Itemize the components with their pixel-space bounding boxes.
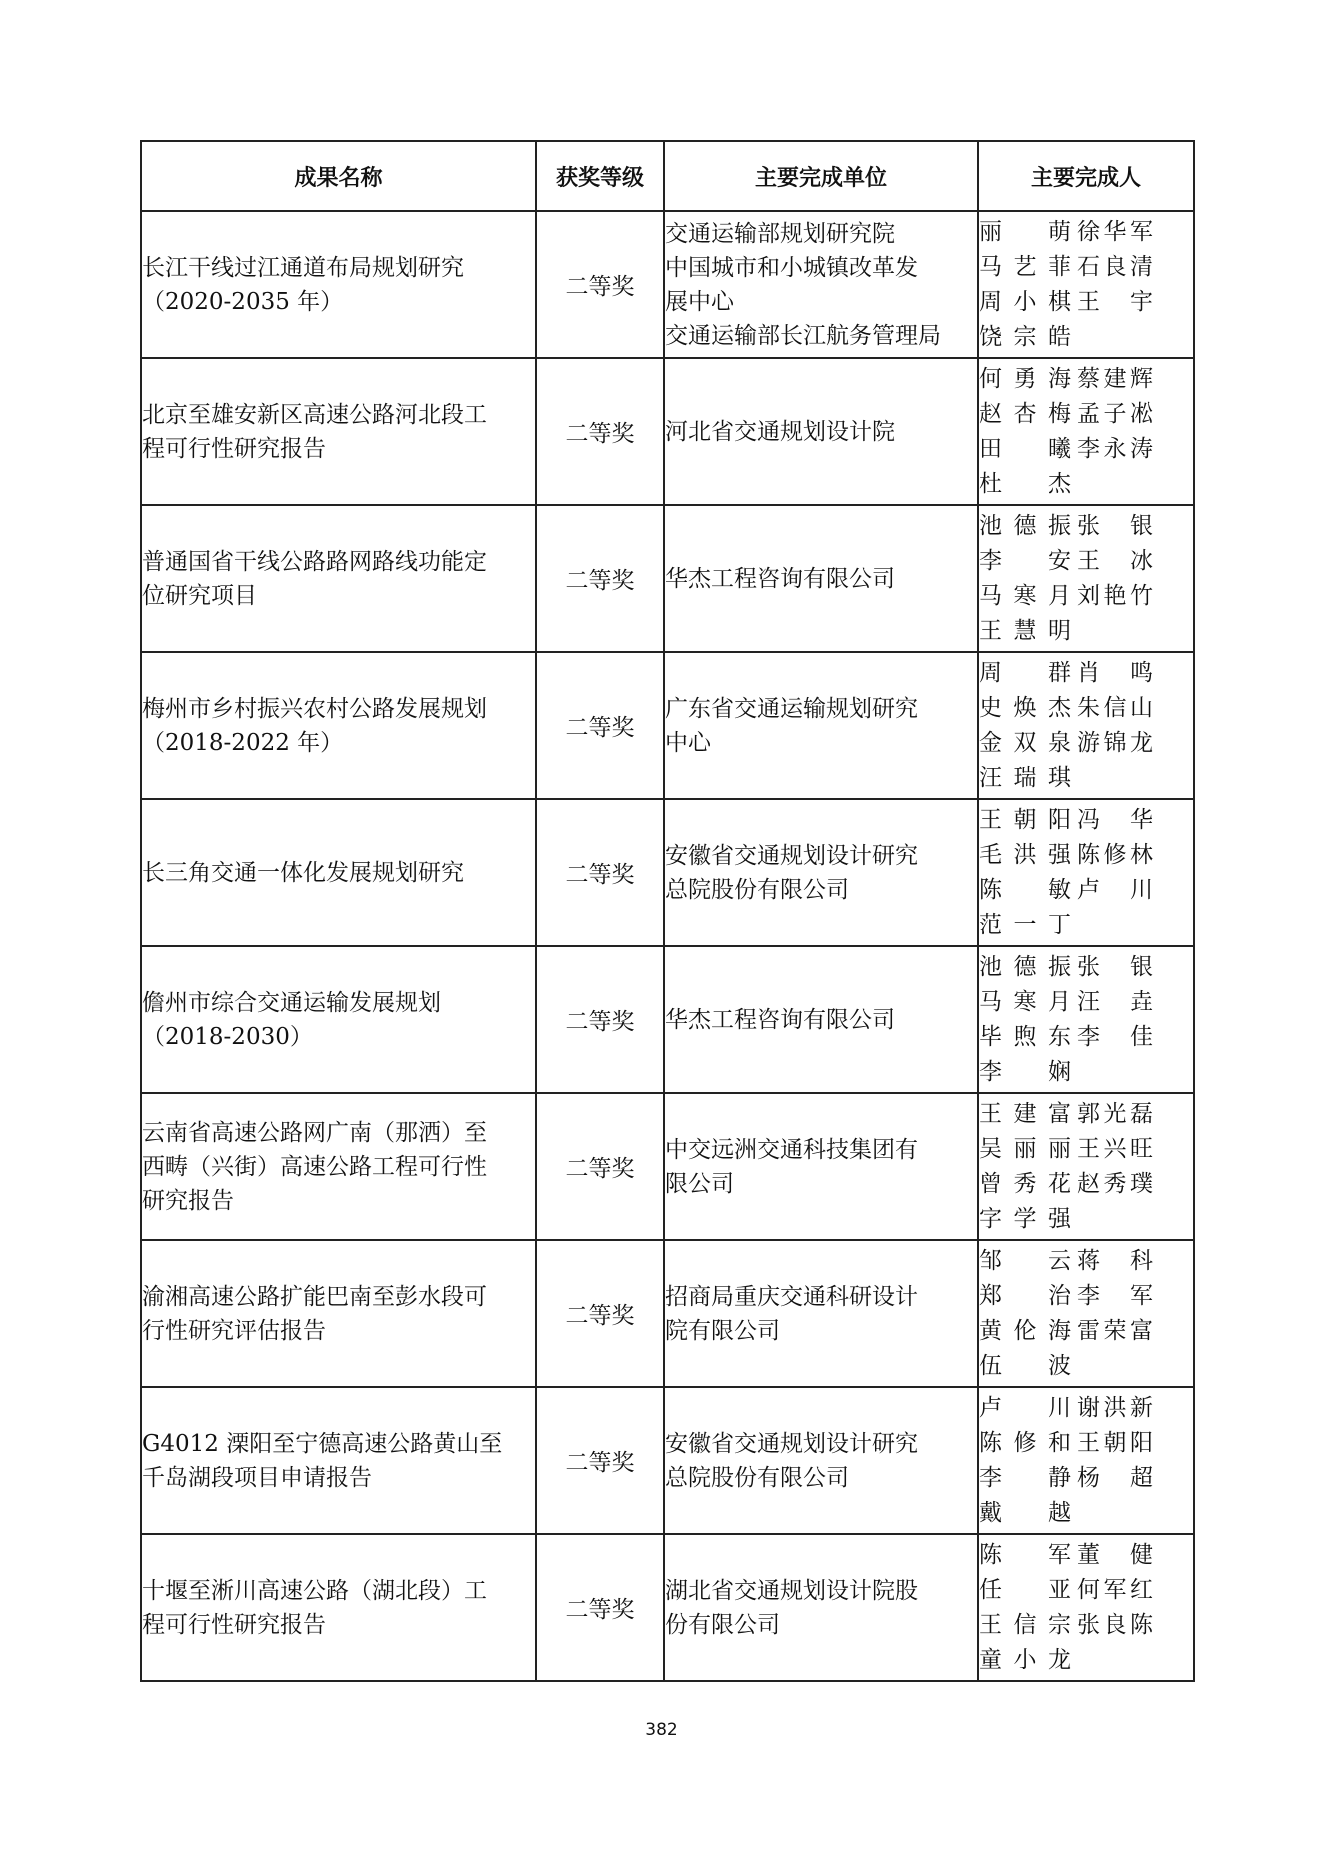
main-people-cell (978, 1093, 1194, 1240)
achievement-name-cell (141, 946, 536, 1093)
person-name: 王兴旺 (1077, 1135, 1153, 1162)
person-name: 汪瑞琪 (979, 764, 1071, 791)
person-name: 王慧明 (979, 617, 1071, 644)
person-name: 李 军 (1077, 1282, 1153, 1309)
person-name: 王建富 (979, 1100, 1071, 1127)
page-number: 382 (645, 1720, 678, 1740)
person-name: 任 亚 (979, 1576, 1071, 1603)
achievement-name-line: 千岛湖段项目申请报告 (142, 1464, 372, 1491)
achievement-name-cell (141, 1093, 536, 1240)
header-main-units: 主要完成单位 (664, 141, 978, 211)
main-people-cell (978, 652, 1194, 799)
table-row (141, 799, 1194, 946)
person-name: 池德振 (979, 953, 1071, 980)
main-units-cell (664, 1387, 978, 1534)
person-name: 汪 垚 (1077, 988, 1153, 1015)
achievement-name-cell (141, 1240, 536, 1387)
achievement-name-line: （2018-2022 年） (142, 729, 344, 756)
unit-line: 中心 (665, 729, 711, 756)
person-name: 李 静 (979, 1464, 1071, 1491)
person-name: 饶宗皓 (979, 323, 1071, 350)
person-name: 王信宗 (979, 1611, 1071, 1638)
achievement-name-cell (141, 1534, 536, 1681)
award-level-cell: 二等奖 (536, 1534, 664, 1681)
person-name: 赵秀璞 (1077, 1170, 1153, 1197)
achievement-name-line: 梅州市乡村振兴农村公路发展规划 (142, 695, 487, 722)
people-grid (979, 1538, 1193, 1678)
award-level-cell: 二等奖 (536, 1240, 664, 1387)
achievement-name-line: 研究报告 (142, 1187, 234, 1214)
header-achievement-name: 成果名称 (141, 141, 536, 211)
person-name: 张良陈 (1077, 1611, 1153, 1638)
achievement-name-line: 行性研究评估报告 (142, 1317, 326, 1344)
main-people-cell (978, 505, 1194, 652)
person-name: 赵杏梅 (979, 400, 1071, 427)
people-grid (979, 803, 1193, 943)
achievement-name-cell (141, 1387, 536, 1534)
unit-line: 湖北省交通规划设计院股 (665, 1577, 918, 1604)
person-name: 范一丁 (979, 911, 1071, 938)
table-row (141, 1387, 1194, 1534)
person-name: 雷荣富 (1077, 1317, 1153, 1344)
award-level-cell: 二等奖 (536, 505, 664, 652)
person-name: 毕煦东 (979, 1023, 1071, 1050)
achievement-name-cell (141, 505, 536, 652)
unit-line: 安徽省交通规划设计研究 (665, 842, 918, 869)
person-name: 陈修林 (1077, 841, 1153, 868)
unit-line: 招商局重庆交通科研设计 (665, 1283, 918, 1310)
person-name: 游锦龙 (1077, 729, 1153, 756)
person-name: 池德振 (979, 512, 1071, 539)
people-grid (979, 1244, 1193, 1384)
achievement-name-line: （2018-2030） (142, 1023, 313, 1050)
achievement-name-line: 西畴（兴街）高速公路工程可行性 (142, 1153, 487, 1180)
person-name: 田 曦 (979, 435, 1071, 462)
person-name: 陈 军 (979, 1541, 1071, 1568)
person-name: 李永涛 (1077, 435, 1153, 462)
achievement-name-line: 儋州市综合交通运输发展规划 (142, 989, 441, 1016)
person-name: 冯 华 (1077, 806, 1153, 833)
people-grid (979, 656, 1193, 796)
achievement-name-line: 渝湘高速公路扩能巴南至彭水段可 (142, 1283, 487, 1310)
table-row (141, 1240, 1194, 1387)
person-name: 字学强 (979, 1205, 1071, 1232)
person-name: 张 银 (1077, 953, 1153, 980)
person-name: 李 安 (979, 547, 1071, 574)
unit-line: 广东省交通运输规划研究 (665, 695, 918, 722)
person-name: 黄伦海 (979, 1317, 1071, 1344)
award-level-cell: 二等奖 (536, 1093, 664, 1240)
person-name: 卢 川 (1077, 876, 1153, 903)
unit-line: 院有限公司 (665, 1317, 780, 1344)
table-row (141, 211, 1194, 358)
table-row (141, 1093, 1194, 1240)
main-units-cell (664, 1534, 978, 1681)
main-units-cell (664, 505, 978, 652)
achievement-name-line: （2020-2035 年） (142, 288, 344, 315)
person-name: 郭光磊 (1077, 1100, 1153, 1127)
person-name: 陈 敏 (979, 876, 1071, 903)
main-units-cell (664, 1093, 978, 1240)
person-name: 蔡建辉 (1077, 365, 1153, 392)
person-name: 周 群 (979, 659, 1071, 686)
person-name: 陈修和 (979, 1429, 1071, 1456)
award-level-cell: 二等奖 (536, 211, 664, 358)
person-name: 董 健 (1077, 1541, 1153, 1568)
award-level-cell: 二等奖 (536, 1387, 664, 1534)
person-name: 丽 萌 (979, 218, 1071, 245)
unit-line: 河北省交通规划设计院 (665, 418, 895, 445)
person-name: 邹 云 (979, 1247, 1071, 1274)
person-name: 王 宇 (1077, 288, 1153, 315)
achievement-name-cell (141, 799, 536, 946)
person-name: 李 佳 (1077, 1023, 1153, 1050)
person-name: 马寒月 (979, 582, 1071, 609)
person-name: 郑 治 (979, 1282, 1071, 1309)
achievement-name-line: 普通国省干线公路路网路线功能定 (142, 548, 487, 575)
people-grid (979, 950, 1193, 1090)
achievement-name-line: 云南省高速公路网广南（那洒）至 (142, 1119, 487, 1146)
main-people-cell (978, 358, 1194, 505)
person-name: 蒋 科 (1077, 1247, 1153, 1274)
person-name: 谢洪新 (1077, 1394, 1153, 1421)
person-name: 何勇海 (979, 365, 1071, 392)
main-units-cell (664, 652, 978, 799)
person-name: 王朝阳 (979, 806, 1071, 833)
person-name: 卢 川 (979, 1394, 1071, 1421)
person-name: 王朝阳 (1077, 1429, 1153, 1456)
person-name: 石良清 (1077, 253, 1153, 280)
unit-line: 展中心 (665, 288, 734, 315)
people-grid (979, 509, 1193, 649)
achievement-name-cell (141, 358, 536, 505)
person-name: 李 娴 (979, 1058, 1071, 1085)
achievement-name-line: 位研究项目 (142, 582, 257, 609)
unit-line: 交通运输部规划研究院 (665, 220, 895, 247)
achievement-name-line: 程可行性研究报告 (142, 1611, 326, 1638)
achievement-name-line: 北京至雄安新区高速公路河北段工 (142, 401, 487, 428)
main-people-cell (978, 799, 1194, 946)
person-name: 伍 波 (979, 1352, 1071, 1379)
unit-line: 中国城市和小城镇改革发 (665, 254, 918, 281)
person-name: 杜 杰 (979, 470, 1071, 497)
main-people-cell (978, 1240, 1194, 1387)
achievement-name-cell (141, 211, 536, 358)
main-people-cell (978, 1534, 1194, 1681)
person-name: 孟子凇 (1077, 400, 1153, 427)
main-units-cell (664, 946, 978, 1093)
people-grid (979, 215, 1193, 355)
unit-line: 中交远洲交通科技集团有 (665, 1136, 918, 1163)
unit-line: 交通运输部长江航务管理局 (665, 322, 941, 349)
table-row (141, 505, 1194, 652)
achievement-name-line: G4012 溧阳至宁德高速公路黄山至 (142, 1430, 503, 1457)
person-name: 何军红 (1077, 1576, 1153, 1603)
main-people-cell (978, 1387, 1194, 1534)
people-grid (979, 1391, 1193, 1531)
table-row (141, 358, 1194, 505)
table-row (141, 1534, 1194, 1681)
achievement-name-line: 长江干线过江通道布局规划研究 (142, 254, 464, 281)
main-people-cell (978, 211, 1194, 358)
person-name: 马艺菲 (979, 253, 1071, 280)
person-name: 徐华军 (1077, 218, 1153, 245)
award-level-cell: 二等奖 (536, 799, 664, 946)
person-name: 戴 越 (979, 1499, 1071, 1526)
main-units-cell (664, 1240, 978, 1387)
person-name: 周小棋 (979, 288, 1071, 315)
achievement-name-line: 十堰至淅川高速公路（湖北段）工 (142, 1577, 487, 1604)
award-level-cell: 二等奖 (536, 946, 664, 1093)
person-name: 朱信山 (1077, 694, 1153, 721)
person-name: 吴丽丽 (979, 1135, 1071, 1162)
person-name: 刘艳竹 (1077, 582, 1153, 609)
person-name: 杨 超 (1077, 1464, 1153, 1491)
awards-table (140, 140, 1195, 1682)
achievement-name-line: 程可行性研究报告 (142, 435, 326, 462)
table-row (141, 946, 1194, 1093)
person-name: 毛洪强 (979, 841, 1071, 868)
unit-line: 安徽省交通规划设计研究 (665, 1430, 918, 1457)
header-award-level: 获奖等级 (536, 141, 664, 211)
person-name: 曾秀花 (979, 1170, 1071, 1197)
person-name: 马寒月 (979, 988, 1071, 1015)
person-name: 肖 鸣 (1077, 659, 1153, 686)
table-row (141, 652, 1194, 799)
person-name: 史焕杰 (979, 694, 1071, 721)
main-units-cell (664, 358, 978, 505)
people-grid (979, 362, 1193, 502)
main-units-cell (664, 799, 978, 946)
unit-line: 总院股份有限公司 (665, 1464, 849, 1491)
main-units-cell (664, 211, 978, 358)
unit-line: 份有限公司 (665, 1611, 780, 1638)
award-level-cell: 二等奖 (536, 358, 664, 505)
person-name: 王 冰 (1077, 547, 1153, 574)
achievement-name-line: 长三角交通一体化发展规划研究 (142, 859, 464, 886)
people-grid (979, 1097, 1193, 1237)
unit-line: 限公司 (665, 1170, 734, 1197)
person-name: 张 银 (1077, 512, 1153, 539)
unit-line: 华杰工程咨询有限公司 (665, 565, 895, 592)
person-name: 童小龙 (979, 1646, 1071, 1673)
header-main-people: 主要完成人 (978, 141, 1194, 211)
award-level-cell: 二等奖 (536, 652, 664, 799)
header-row (141, 141, 1194, 211)
person-name: 金双泉 (979, 729, 1071, 756)
achievement-name-cell (141, 652, 536, 799)
unit-line: 华杰工程咨询有限公司 (665, 1006, 895, 1033)
main-people-cell (978, 946, 1194, 1093)
unit-line: 总院股份有限公司 (665, 876, 849, 903)
